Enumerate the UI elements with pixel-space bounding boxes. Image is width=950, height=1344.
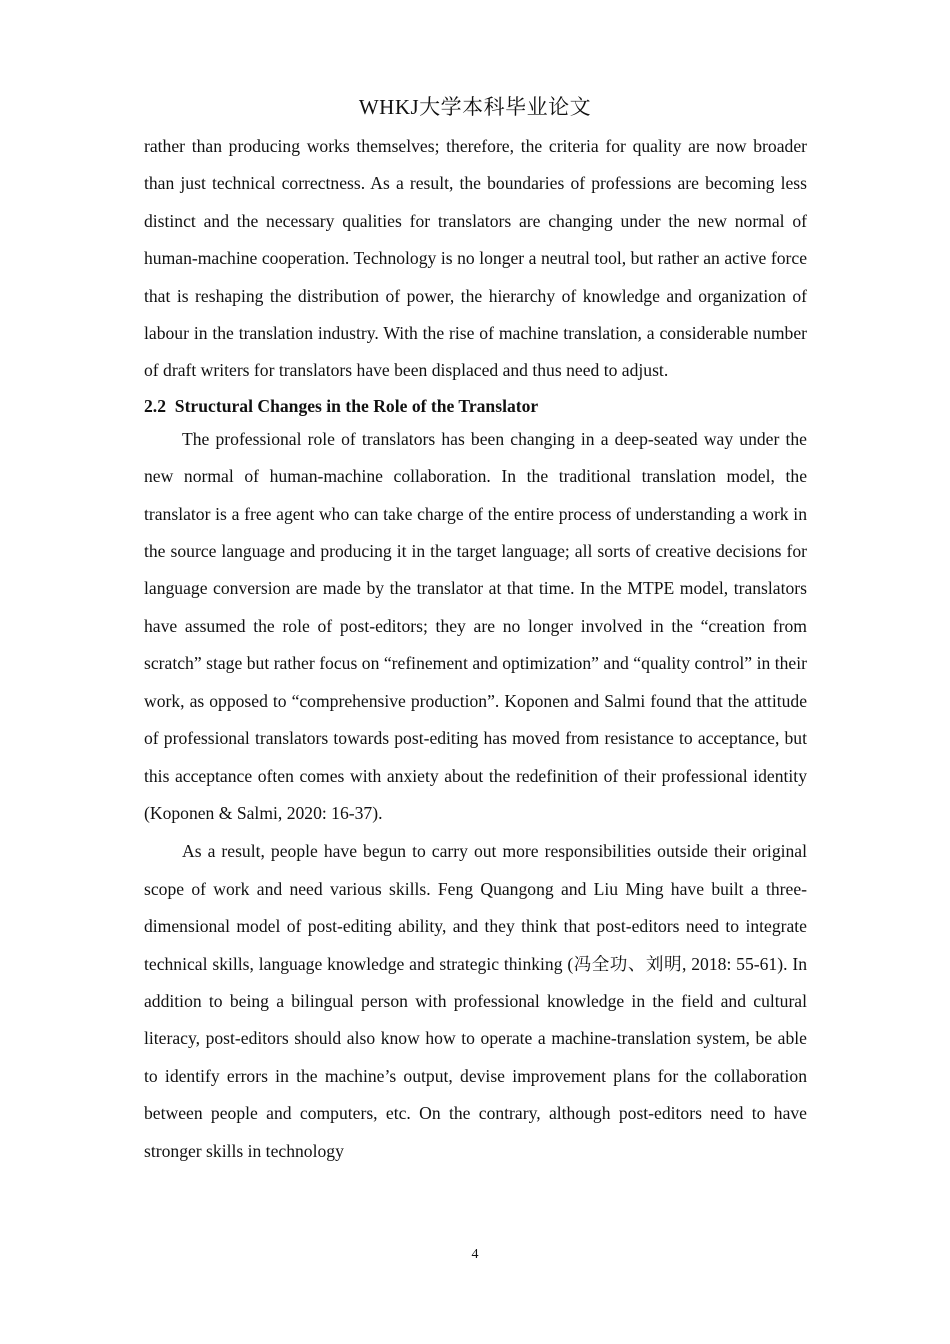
body-paragraph: The professional role of translators has been changing in a deep-seated way under the new normal of human-machine collaboration. In the traditional translation model, the translator is a free agent who can take charge of the entire process of understanding a work in the source language and producing it in the target language; all sorts of creative decisions for language conversion are made by the translator at that time. In the MTPE model, translators have assumed the role of post-editors; they are no longer involved in the “creation from scratch” stage but rather focus on “refinement and optimization” and “quality control” in their work, as opposed to “comprehensive production”. Koponen and Salmi found that the attitude of professional translators towards post-editing has moved from resistance to acceptance, but this acceptance often comes with anxiety about the redefinition of their professional identity (Koponen & Salmi, 2020: 16-37).	[144, 428, 807, 823]
body-paragraph: As a result, people have begun to carry out more responsibilities outside their original scope of work and need various skills. Feng Quangong and Liu Ming have built a three-dimensional model of post-editing ability, and they think that post-editors need to integrate technical skills, language knowledge and strategic thinking (冯全功、刘明, 2018: 55-61). In addition to being a bilingual person with professional knowledge in the field and cultural literacy, post-editors should also know how to operate a machine-translation system, be able to identify errors in the machine’s output, devise improvement plans for the collaboration between people and computers, etc. On the contrary, although post-editors need to have stronger skills in technology	[144, 841, 807, 1161]
section-heading: 2.2 Structural Changes in the Role of the Translator	[144, 395, 539, 416]
page-header-title: WHKJ大学本科毕业论文	[358, 95, 592, 119]
page-number: 4	[471, 1247, 479, 1262]
document-body	[144, 128, 807, 1170]
body-paragraph: rather than producing works themselves; therefore, the criteria for quality are now broader than just technical correctness. As a result, the boundaries of professions are becoming less distinct and the necessary qualities for translators are changing under the new normal of human-machine cooperation. Technology is no longer a neutral tool, but rather an active force that is reshaping the distribution of power, the hierarchy of knowledge and organization of labour in the translation industry. With the rise of machine translation, a considerable number of draft writers for translators have been displaced and thus need to adjust.	[144, 136, 807, 381]
